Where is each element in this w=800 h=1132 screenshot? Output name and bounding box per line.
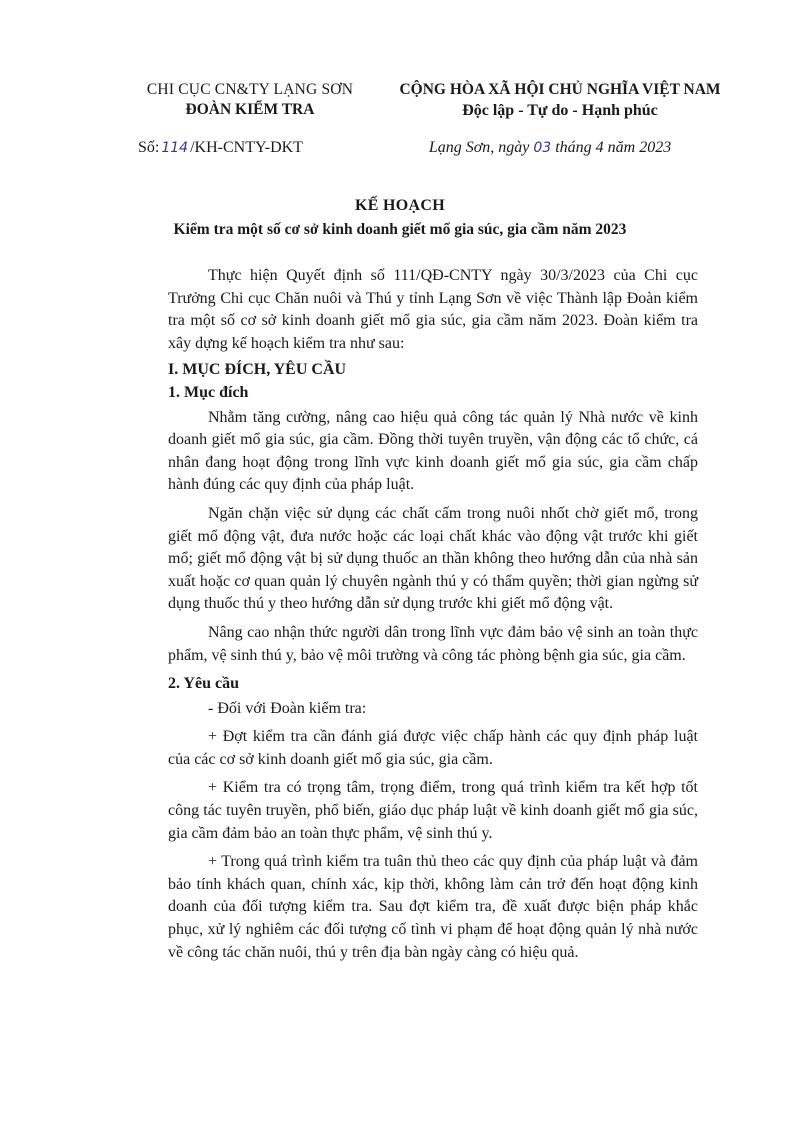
document-number — [138, 139, 303, 157]
national-motto-block — [370, 80, 750, 122]
doc-no-value: 114 — [161, 140, 189, 156]
document-body — [168, 265, 698, 970]
motto: Độc lập - Tự do - Hạnh phúc — [462, 102, 658, 119]
nation-name: CỘNG HÒA XÃ HỘI CHỦ NGHĨA VIỆT NAM — [399, 81, 721, 98]
document-title: KẾ HOẠCH — [355, 197, 445, 214]
doc-no-prefix: Số: — [138, 139, 160, 156]
requirements-intro: - Đối với Đoàn kiểm tra: — [208, 699, 367, 717]
place-date-suffix: tháng 4 năm 2023 — [555, 139, 672, 156]
agency-name: CHI CỤC CN&TY LẠNG SƠN — [146, 81, 354, 98]
place-date-prefix: Lạng Sơn, ngày — [428, 139, 530, 156]
requirement-item-3: + Trong quá trình kiểm tra tuân thủ theo các quy định của pháp luật và đảm bảo tính khách quan, chính xác, kịp thời, không làm cản trở đến hoạt động kinh doanh của đối tượng kiểm tra. Sau đợt kiểm tra, đề xuất được biện pháp khắc phục, xử lý nghiêm các đối tượng cố tình vi phạm để hoạt động quản lý nhà nước về công tác chăn nuôi, thú y trên địa bàn ngày càng có hiệu quả. — [168, 853, 698, 961]
doc-no-suffix: /KH-CNTY-DKT — [190, 139, 303, 156]
requirement-item-2: + Kiểm tra có trọng tâm, trọng điểm, trong quá trình kiểm tra kết hợp tốt công tác tuyên truyền, phổ biến, giáo dục pháp luật về kinh doanh giết mổ gia súc, gia cầm đảm bảo an toàn thực phẩm, vệ sinh thú y. — [168, 779, 698, 842]
purpose-paragraph-3: Nâng cao nhận thức người dân trong lĩnh vực đảm bảo vệ sinh an toàn thực phẩm, vệ sinh thú y, bảo vệ môi trường và công tác phòng bệnh gia súc, gia cầm. — [168, 623, 698, 664]
subsection-heading-purpose: 1. Mục đích — [168, 383, 249, 401]
requirement-item-1: + Đợt kiểm tra cần đánh giá được việc chấp hành các quy định pháp luật của các cơ sở kinh doanh giết mổ gia súc, gia cầm. — [168, 728, 698, 768]
issuer-block — [110, 80, 390, 120]
unit-name: ĐOÀN KIỂM TRA — [185, 101, 315, 118]
purpose-paragraph-2: Ngăn chặn việc sử dụng các chất cấm trong nuôi nhốt chờ giết mổ, trong giết mổ động vật, đưa nước hoặc các loại chất khác vào động vật trước khi giết mổ; giết mổ động vật bị sử dụng thuốc an thần không theo hướng dẫn của nhà sản xuất hoặc cơ quan quản lý chuyên ngành thú y có thẩm quyền; thời gian ngừng sử dụng thuốc thú y theo hướng dẫn sử dụng trước khi giết mổ động vật. — [168, 504, 698, 613]
place-date-day: 03 — [533, 140, 552, 156]
intro-paragraph: Thực hiện Quyết định số 111/QĐ-CNTY ngày 30/3/2023 của Chi cục Trưởng Chi cục Chăn nuôi và Thú y tỉnh Lạng Sơn về việc Thành lập Đoàn kiểm tra một số cơ sở kinh doanh giết mổ gia súc, gia cầm năm 2023. Đoàn kiểm tra xây dựng kế hoạch kiểm tra như sau: — [168, 267, 698, 352]
place-date — [400, 139, 700, 157]
document-subtitle: Kiểm tra một số cơ sở kinh doanh giết mổ gia súc, gia cầm năm 2023 — [173, 221, 627, 238]
section-heading-1: I. MỤC ĐÍCH, YÊU CẦU — [168, 361, 347, 379]
subsection-heading-requirements: 2. Yêu cầu — [168, 675, 239, 693]
purpose-paragraph-1: Nhằm tăng cường, nâng cao hiệu quả công tác quản lý Nhà nước về kinh doanh giết mổ gia súc, gia cầm. Đồng thời tuyên truyền, vận động các tổ chức, cá nhân đang hoạt động trong lĩnh vực kinh doanh giết mổ gia súc, gia cầm chấp hành đúng các quy định của pháp luật. — [168, 408, 698, 494]
